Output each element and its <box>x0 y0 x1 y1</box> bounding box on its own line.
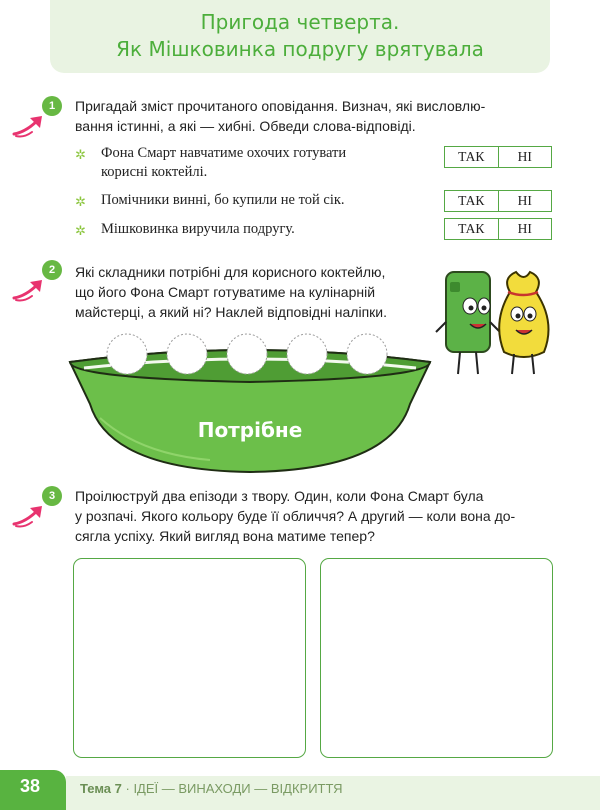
sparkle-bullet-icon: ✲ <box>75 194 86 209</box>
sticker-slot[interactable] <box>105 332 149 376</box>
answer-no-option[interactable]: НІ <box>498 219 552 239</box>
sparkle-bullet-icon: ✲ <box>75 223 86 238</box>
instruction-line: вання істинні, а які — хибні. Обведи слова-відповіді. <box>75 118 416 134</box>
pointer-arrow-icon <box>12 502 48 530</box>
statement-item: ✲ Мішковинка виручила подругу. <box>75 221 295 238</box>
answer-yes-option[interactable]: ТАК <box>458 149 485 164</box>
phone-character-icon <box>436 272 500 374</box>
sparkle-bullet-icon: ✲ <box>75 147 86 162</box>
task-instruction <box>75 96 557 136</box>
task-number-badge: 1 <box>42 96 62 116</box>
page-title <box>50 0 550 73</box>
true-false-choice <box>444 218 552 240</box>
topic-title: ІДЕЇ — ВИНАХОДИ — ВІДКРИТТЯ <box>133 781 343 796</box>
answer-yes-option[interactable]: ТАК <box>458 221 485 236</box>
drawing-area-success[interactable] <box>320 558 553 758</box>
topic-separator: · <box>121 781 134 796</box>
title-line-1: Пригода четверта. <box>200 10 400 34</box>
title-line-2: Як Мішковинка подругу врятувала <box>116 37 484 61</box>
answer-no-option[interactable]: НІ <box>498 147 552 167</box>
true-false-choice <box>444 146 552 168</box>
task-number-badge: 2 <box>42 260 62 280</box>
true-false-choice <box>444 190 552 212</box>
sticker-slot[interactable] <box>285 332 329 376</box>
answer-no-option[interactable]: НІ <box>498 191 552 211</box>
bowl-label: Потрібне <box>197 418 303 442</box>
pointer-arrow-icon <box>12 276 48 304</box>
pointer-arrow-icon <box>12 112 48 140</box>
statement-item: ✲ Фона Смарт навчатиме охочих готувати корисні коктейлі. <box>75 145 347 180</box>
drawing-area-despair[interactable] <box>73 558 306 758</box>
answer-yes-option[interactable]: ТАК <box>458 193 485 208</box>
topic-label: Тема 7 <box>80 781 122 796</box>
task-number-badge: 3 <box>42 486 62 506</box>
footer-topic <box>80 781 343 797</box>
sticker-slot[interactable] <box>225 332 269 376</box>
characters-illustration <box>432 262 562 382</box>
statement-item: ✲ Помічники винні, бо купили не той сік. <box>75 192 345 209</box>
bag-character-icon <box>499 272 548 374</box>
page-number: 38 <box>0 770 66 810</box>
sticker-slot[interactable] <box>165 332 209 376</box>
task-instruction: Які складники потрібні для корисного коктейлю, що його Фона Смарт готуватиме на кулінарній майстерці, а який ні? Наклей відповідні наліпки. <box>75 264 387 320</box>
sticker-slot[interactable] <box>345 332 389 376</box>
instruction-line: Пригадай зміст прочитаного оповідання. Визнач, які висловлю- <box>75 98 486 114</box>
task-instruction: Проілюструй два епізоди з твору. Один, коли Фона Смарт була у розпачі. Якого кольору буде її обличчя? А другий — коли вона до- сягла успіху. Який вигляд вона матиме тепер? <box>75 488 516 544</box>
